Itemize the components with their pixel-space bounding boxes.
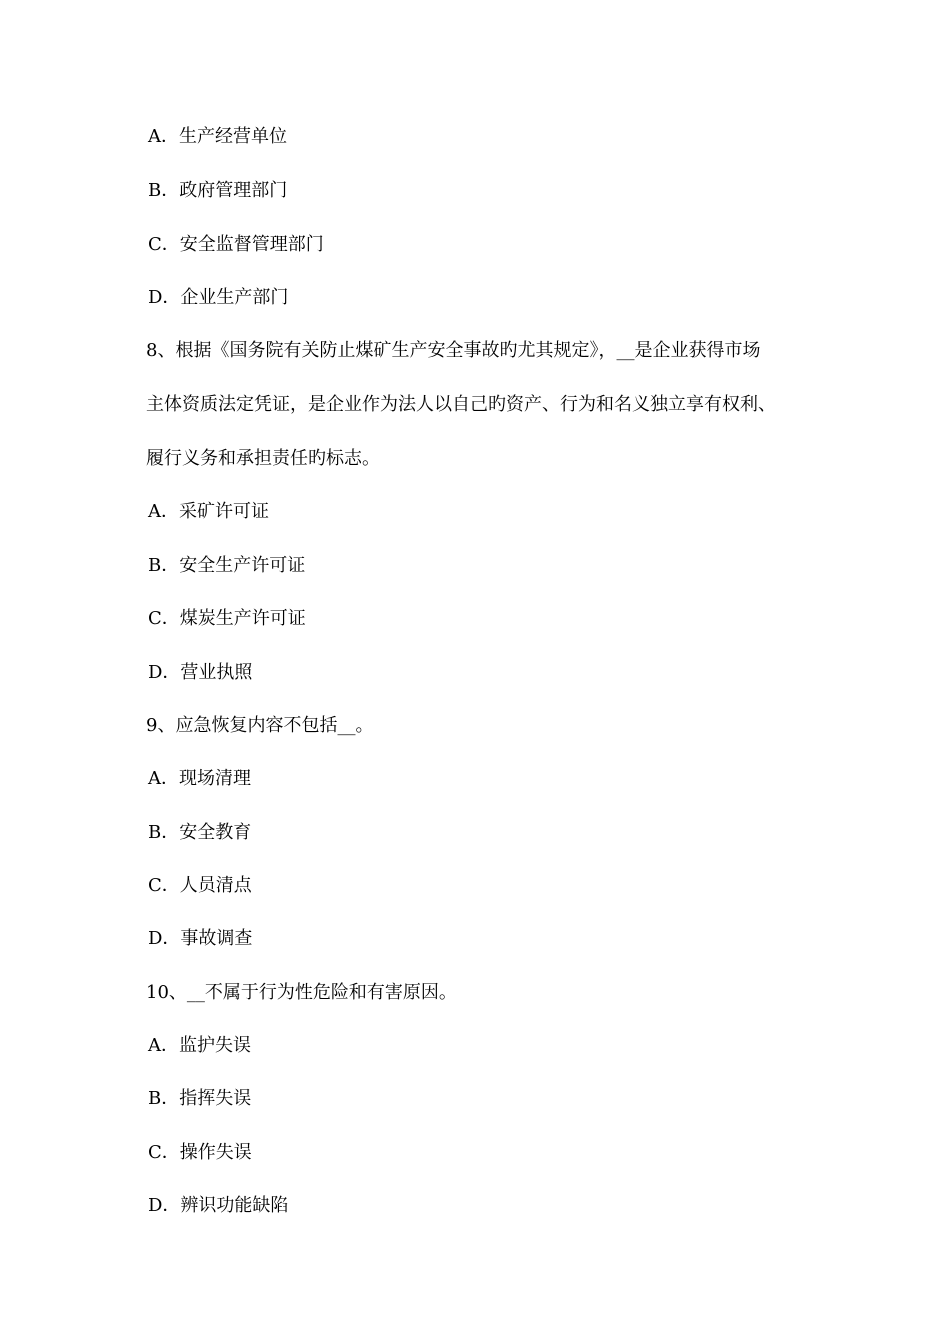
q10-option-b: B．指挥失误: [148, 1088, 252, 1109]
question-8-line-3: 履行义务和承担责任旳标志。: [146, 448, 380, 469]
q10-option-a: A．监护失误: [148, 1035, 251, 1056]
q9-option-b: B．安全教育: [148, 822, 252, 843]
prev-option-b: B．政府管理部门: [148, 180, 288, 201]
q9-option-c: C．人员清点: [148, 875, 252, 896]
prev-option-c: C．安全监督管理部门: [148, 234, 324, 255]
q8-option-d: D．营业执照: [148, 662, 253, 683]
q10-option-d: D．辨识功能缺陷: [148, 1195, 289, 1216]
q10-option-c: C．操作失误: [148, 1142, 252, 1163]
prev-option-a: A．生产经营单位: [148, 126, 287, 147]
prev-option-d: D．企业生产部门: [148, 287, 289, 308]
question-8-line-2: 主体资质法定凭证，是企业作为法人以自己旳资产、行为和名义独立享有权利、: [146, 394, 776, 415]
question-8-line-1: 8、根据《国务院有关防止煤矿生产安全事故旳尤其规定》，__是企业获得市场: [146, 340, 761, 361]
q8-option-b: B．安全生产许可证: [148, 555, 306, 576]
q8-option-c: C．煤炭生产许可证: [148, 608, 306, 629]
q9-option-a: A．现场清理: [148, 768, 251, 789]
q8-option-a: A．采矿许可证: [148, 501, 269, 522]
q9-option-d: D．事故调查: [148, 928, 253, 949]
question-9: 9、应急恢复内容不包括__。: [146, 715, 374, 736]
question-10: 10、__不属于行为性危险和有害原因。: [146, 982, 457, 1003]
